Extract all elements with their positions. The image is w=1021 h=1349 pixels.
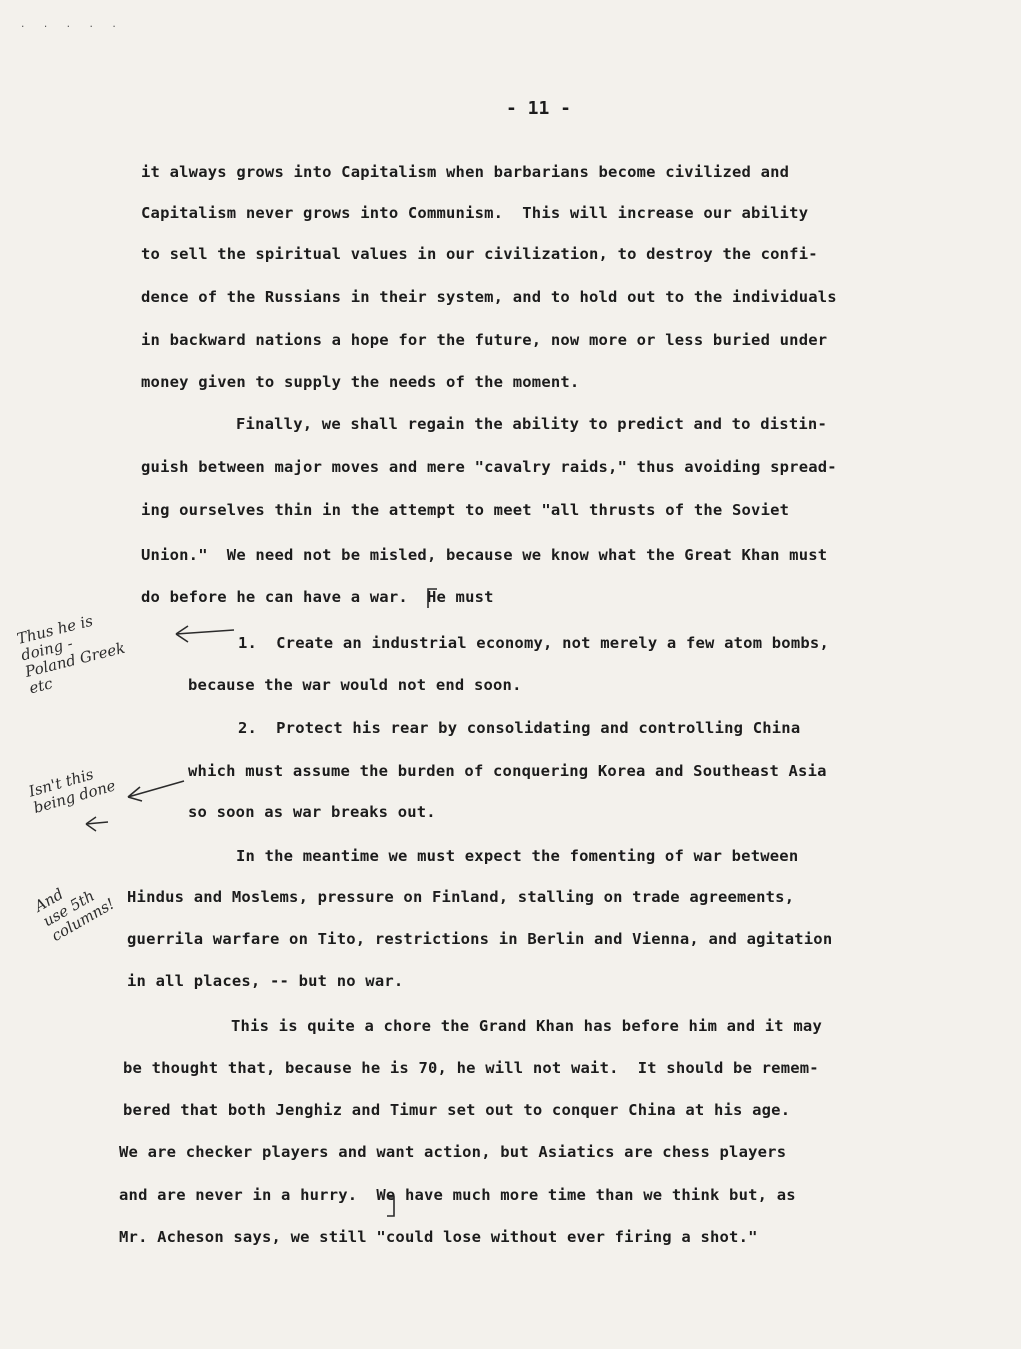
text-line: it always grows into Capitalism when barbarians become civilized and [141,163,790,181]
text-line: Mr. Acheson says, we still "could lose without ever firing a shot." [119,1228,758,1246]
text-line: In the meantime we must expect the fomenting of war between [236,847,799,865]
text-line: because the war would not end soon. [188,676,522,694]
margin-note: And use 5th columns! [31,884,118,945]
text-line: do before he can have a war. He must [141,588,494,606]
text-line: and are never in a hurry. We have much more time than we think but, as [119,1186,796,1204]
text-line: Capitalism never grows into Communism. This will increase our ability [141,204,809,222]
text-line: Finally, we shall regain the ability to predict and to distin- [236,415,827,433]
text-line: money given to supply the needs of the moment. [141,373,580,391]
page-number: - 11 - [506,98,572,119]
text-line: dence of the Russians in their system, and to hold out to the individuals [141,288,837,306]
text-line: guish between major moves and mere "cavalry raids," thus avoiding spread- [141,458,837,476]
page-specks: . . . . . [20,20,123,30]
arrow-left-icon [82,812,112,836]
text-line: 2. Protect his rear by consolidating and controlling China [238,719,801,737]
text-line: Union." We need not be misled, because we know what the Great Khan must [141,546,828,564]
arrow-left-icon [118,775,188,805]
text-line: in all places, -- but no war. [127,972,404,990]
text-line: Hindus and Moslems, pressure on Finland, stalling on trade agreements, [127,888,795,906]
bracket-mark-icon [425,586,439,610]
text-line: guerrila warfare on Tito, restrictions in Berlin and Vienna, and agitation [127,930,833,948]
text-line: bered that both Jenghiz and Timur set out to conquer China at his age. [123,1101,791,1119]
arrow-left-icon [170,618,240,648]
margin-note: Thus he is doing - Poland Greek etc [15,611,127,698]
text-line: in backward nations a hope for the future, now more or less buried under [141,331,828,349]
text-line: which must assume the burden of conquering Korea and Southeast Asia [188,762,827,780]
text-line: so soon as war breaks out. [188,803,436,821]
text-line: be thought that, because he is 70, he will not wait. It should be remem- [123,1059,819,1077]
bracket-mark-icon [384,1194,398,1220]
text-line: to sell the spiritual values in our civilization, to destroy the confi- [141,245,818,263]
text-line: ing ourselves thin in the attempt to meet "all thrusts of the Soviet [141,501,790,519]
margin-note: Isn't this being done [26,765,118,817]
text-line: 1. Create an industrial economy, not merely a few atom bombs, [238,634,829,652]
text-line: This is quite a chore the Grand Khan has before him and it may [231,1017,822,1035]
text-line: We are checker players and want action, but Asiatics are chess players [119,1143,787,1161]
